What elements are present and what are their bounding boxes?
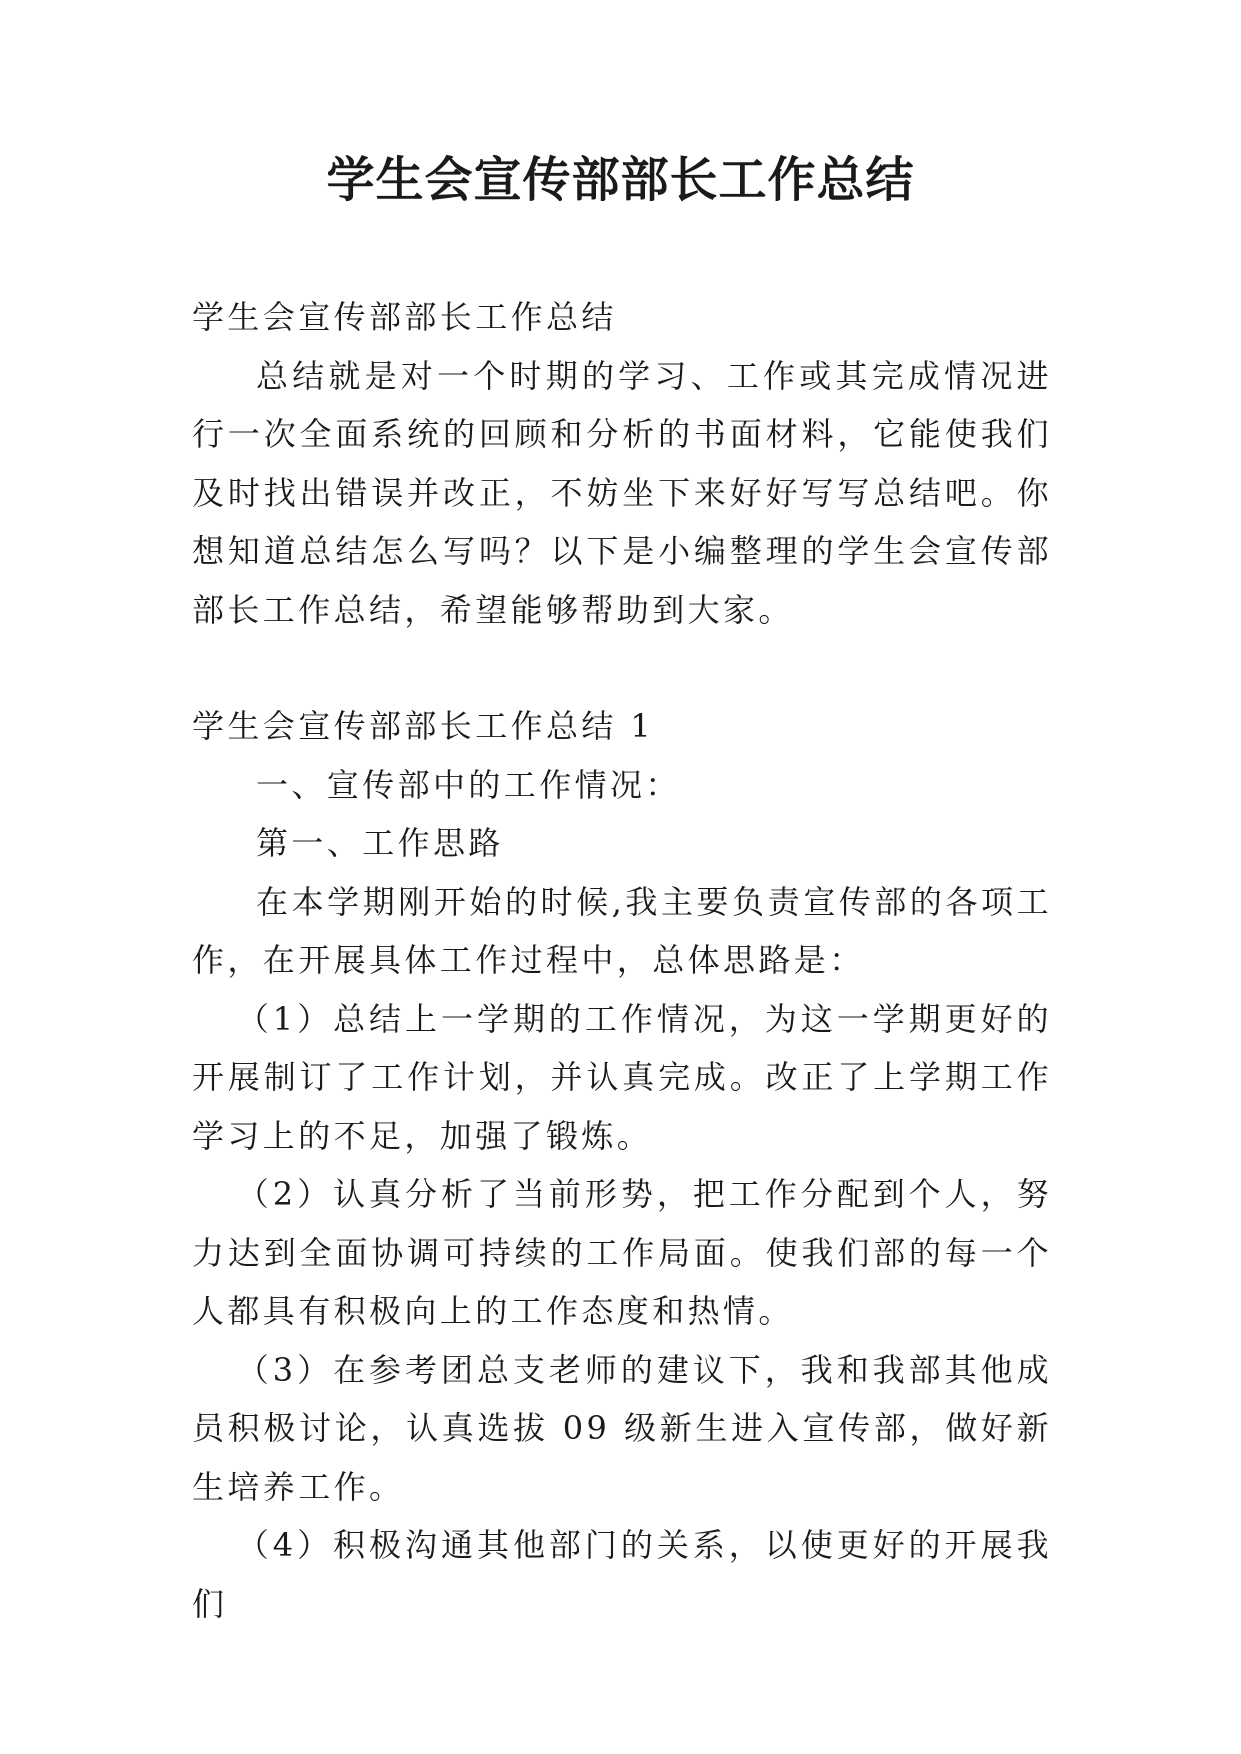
list-item-paragraph: （3）在参考团总支老师的建议下，我和我部其他成员积极讨论，认真选拔 09 级新生进入宣传部，做好新生培养工作。 [192, 1350, 1052, 1506]
subsection-heading: 第一、工作思路 [256, 824, 504, 862]
document-body [192, 288, 1052, 1633]
list-item-paragraph: （2）认真分析了当前形势，把工作分配到个人，努力达到全面协调可持续的工作局面。使我们部的每一个人都具有积极向上的工作态度和热情。 [192, 1175, 1052, 1330]
section-heading: 学生会宣传部部长工作总结 1 [192, 707, 655, 745]
list-item-paragraph: （1）总结上一学期的工作情况，为这一学期更好的开展制订了工作计划，并认真完成。改正了上学期工作学习上的不足，加强了锻炼。 [192, 999, 1052, 1155]
body-paragraph: 在本学期刚开始的时候,我主要负责宣传部的各项工作，在开展具体工作过程中，总体思路是： [192, 882, 1052, 979]
subsection-heading: 一、宣传部中的工作情况： [256, 765, 681, 804]
list-item-paragraph: （4）积极沟通其他部门的关系，以使更好的开展我们 [192, 1526, 1052, 1623]
subtitle-paragraph: 学生会宣传部部长工作总结 [192, 298, 617, 336]
intro-paragraph: 总结就是对一个时期的学习、工作或其完成情况进行一次全面系统的回顾和分析的书面材料，它能使我们及时找出错误并改正，不妨坐下来好好写写总结吧。你想知道总结怎么写吗？以下是小编整理的学生会宣传部部长工作总结，希望能够帮助到大家。 [192, 356, 1052, 629]
document-title: 学生会宣传部部长工作总结 [326, 152, 915, 208]
